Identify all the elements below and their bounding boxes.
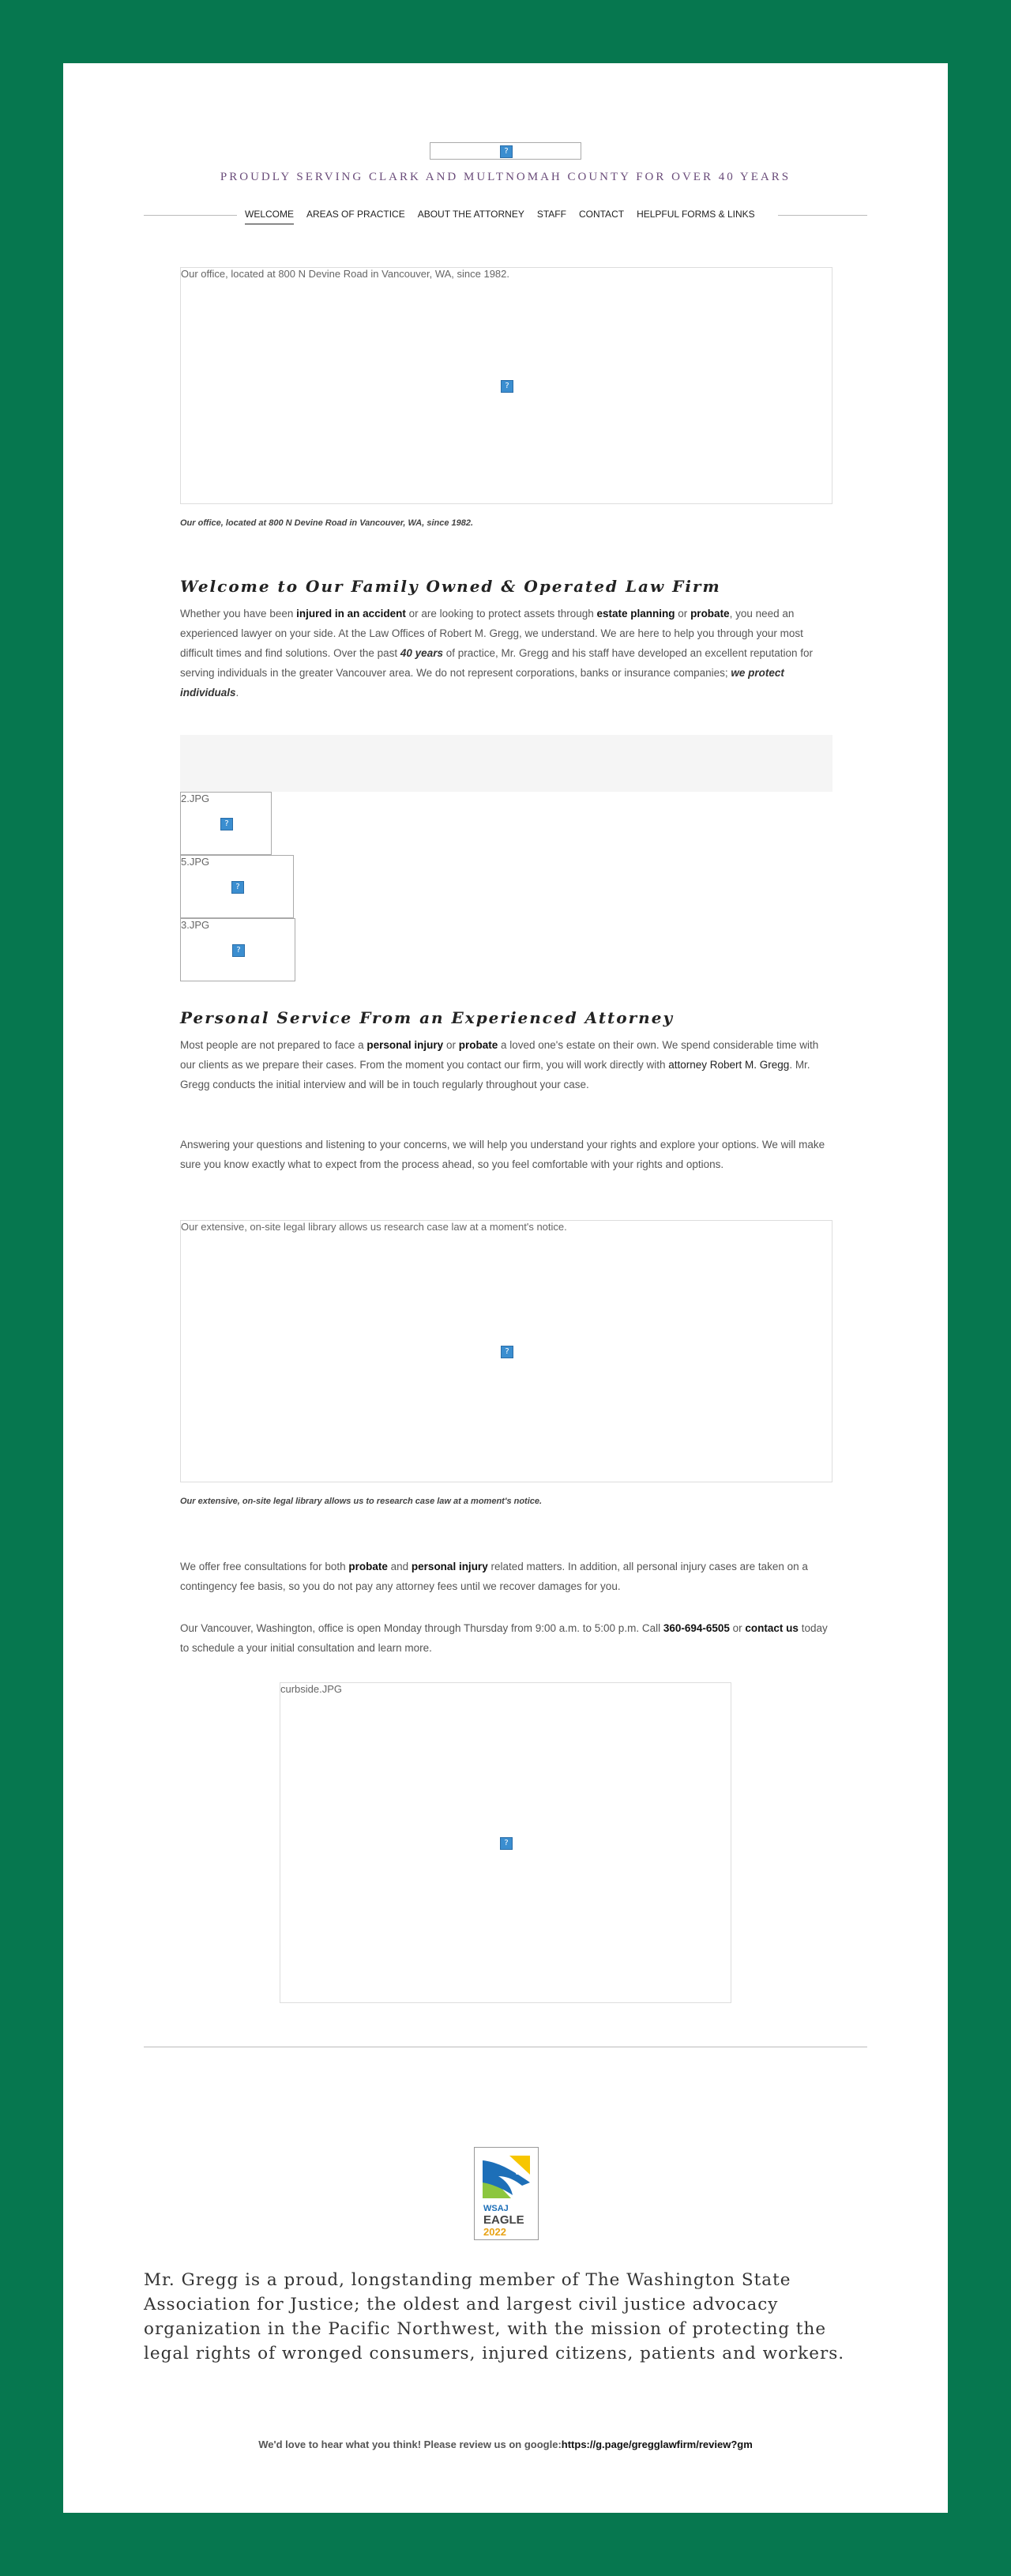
estate-planning-link[interactable]: estate planning	[596, 608, 675, 620]
broken-image-icon: ?	[501, 1346, 513, 1358]
personal-service-paragraph: Most people are not prepared to face a personal injury or probate a loved one's estate on their own. We spend considerable time with our clients as we prepare their cases. From the moment you contact our firm, you will work directly with attorney Robert M. Gregg. Mr. Gregg conducts the initial interview and will be in touch regularly throughout your case.	[180, 1039, 819, 1090]
nav-helpful-forms-links[interactable]: HELPFUL FORMS & LINKS	[637, 209, 755, 220]
membership-statement: Mr. Gregg is a proud, longstanding member of The Washington State Association for Justice; the oldest and largest civil justice advocacy organization in the Pacific Northwest, with the mission of protecting the legal rights of wronged consumers, injured citizens, patients and workers.	[144, 2270, 845, 2363]
curbside-image-alt: curbside.JPG	[280, 1683, 343, 1695]
consultation-paragraph: We offer free consultations for both probate and personal injury related matters. In addition, all personal injury cases are taken on a contingency fee basis, so you do not pay any attorney fees until we recover damages for you.	[180, 1561, 808, 1592]
probate-link[interactable]: probate	[690, 608, 730, 620]
broken-image-icon: ?	[500, 145, 513, 158]
gallery-thumb[interactable]: 5.JPG ?	[180, 855, 294, 918]
gallery-thumb[interactable]: 3.JPG ?	[180, 918, 295, 981]
probate-link[interactable]: probate	[458, 1039, 498, 1051]
office-image-caption: Our office, located at 800 N Devine Road in Vancouver, WA, since 1982.	[180, 518, 474, 528]
eagle-logo-icon	[475, 2148, 538, 2239]
phone-link[interactable]: 360-694-6505	[663, 1622, 730, 1634]
welcome-heading: Welcome to Our Family Owned & Operated Law Firm	[180, 577, 721, 596]
library-image-caption: Our extensive, on-site legal library allows us to research case law at a moment's notice.	[180, 1497, 543, 1506]
review-prompt: We'd love to hear what you think! Please review us on google:https://g.page/gregglawfirm/review?gm	[258, 2439, 753, 2450]
broken-image-icon: ?	[232, 944, 245, 957]
library-image-alt: Our extensive, on-site legal library allows us research case law at a moment's notice.	[181, 1221, 567, 1233]
svg-text:WSAJ: WSAJ	[483, 2204, 509, 2213]
curbside-image	[280, 1682, 731, 2003]
library-image	[180, 1220, 832, 1482]
page-container	[63, 63, 948, 2513]
personal-injury-link[interactable]: personal injury	[411, 1561, 488, 1572]
hours-paragraph: Our Vancouver, Washington, office is open Monday through Thursday from 9:00 a.m. to 5:00 p.m. Call 360-694-6505 or contact us today to schedule a your initial consultation and learn more.	[180, 1622, 828, 1654]
broken-image-icon: ?	[231, 881, 244, 894]
office-image-alt: Our office, located at 800 N Devine Road in Vancouver, WA, since 1982.	[181, 268, 509, 280]
nav-about-the-attorney[interactable]: ABOUT THE ATTORNEY	[417, 209, 524, 220]
personal-service-heading: Personal Service From an Experienced Attorney	[180, 1008, 675, 1027]
attorney-link[interactable]: attorney Robert M. Gregg	[668, 1059, 790, 1071]
nav-divider-left	[144, 215, 237, 216]
svg-text:EAGLE: EAGLE	[483, 2213, 524, 2227]
contact-us-link[interactable]: contact us	[745, 1622, 799, 1634]
probate-link[interactable]: probate	[348, 1561, 388, 1572]
google-review-link[interactable]: https://g.page/gregglawfirm/review?gm	[561, 2439, 753, 2450]
wsaj-eagle-badge[interactable]	[474, 2147, 539, 2240]
nav-welcome[interactable]: WELCOME	[245, 209, 294, 224]
site-tagline: PROUDLY SERVING CLARK AND MULTNOMAH COUNTY FOR OVER 40 YEARS	[220, 171, 791, 183]
gallery-slider[interactable]	[180, 735, 832, 792]
personal-injury-link[interactable]: personal injury	[366, 1039, 444, 1051]
welcome-paragraph: Whether you have been injured in an accident or are looking to protect assets through estate planning or probate, you need an experienced lawyer on your side. At the Law Offices of Robert M. Gregg, we understand. We are here to help you through your most difficult times and find solutions. Over the past 40 years of practice, Mr. Gregg and his staff have developed an excellent reputation for serving individuals in the greater Vancouver area. We do not represent corporations, banks or insurance companies; we protect individuals.	[180, 608, 813, 699]
broken-image-icon: ?	[500, 1837, 513, 1850]
nav-contact[interactable]: CONTACT	[578, 209, 625, 220]
nav-areas-of-practice[interactable]: AREAS OF PRACTICE	[306, 209, 405, 220]
svg-text:2022: 2022	[483, 2226, 506, 2238]
broken-image-icon: ?	[501, 380, 513, 393]
rights-paragraph: Answering your questions and listening to your concerns, we will help you understand your rights and explore your options. We will make sure you know exactly what to expect from the process ahead, so you feel comfortable with your rights and options.	[180, 1139, 825, 1170]
nav-divider-right	[778, 215, 867, 216]
gallery-thumb[interactable]: 2.JPG ?	[180, 792, 272, 855]
site-logo[interactable]	[430, 142, 581, 160]
main-nav	[245, 209, 755, 224]
broken-image-icon: ?	[220, 818, 233, 830]
injured-in-accident-link[interactable]: injured in an accident	[296, 608, 406, 620]
nav-staff[interactable]: STAFF	[536, 209, 566, 220]
office-image	[180, 267, 832, 504]
